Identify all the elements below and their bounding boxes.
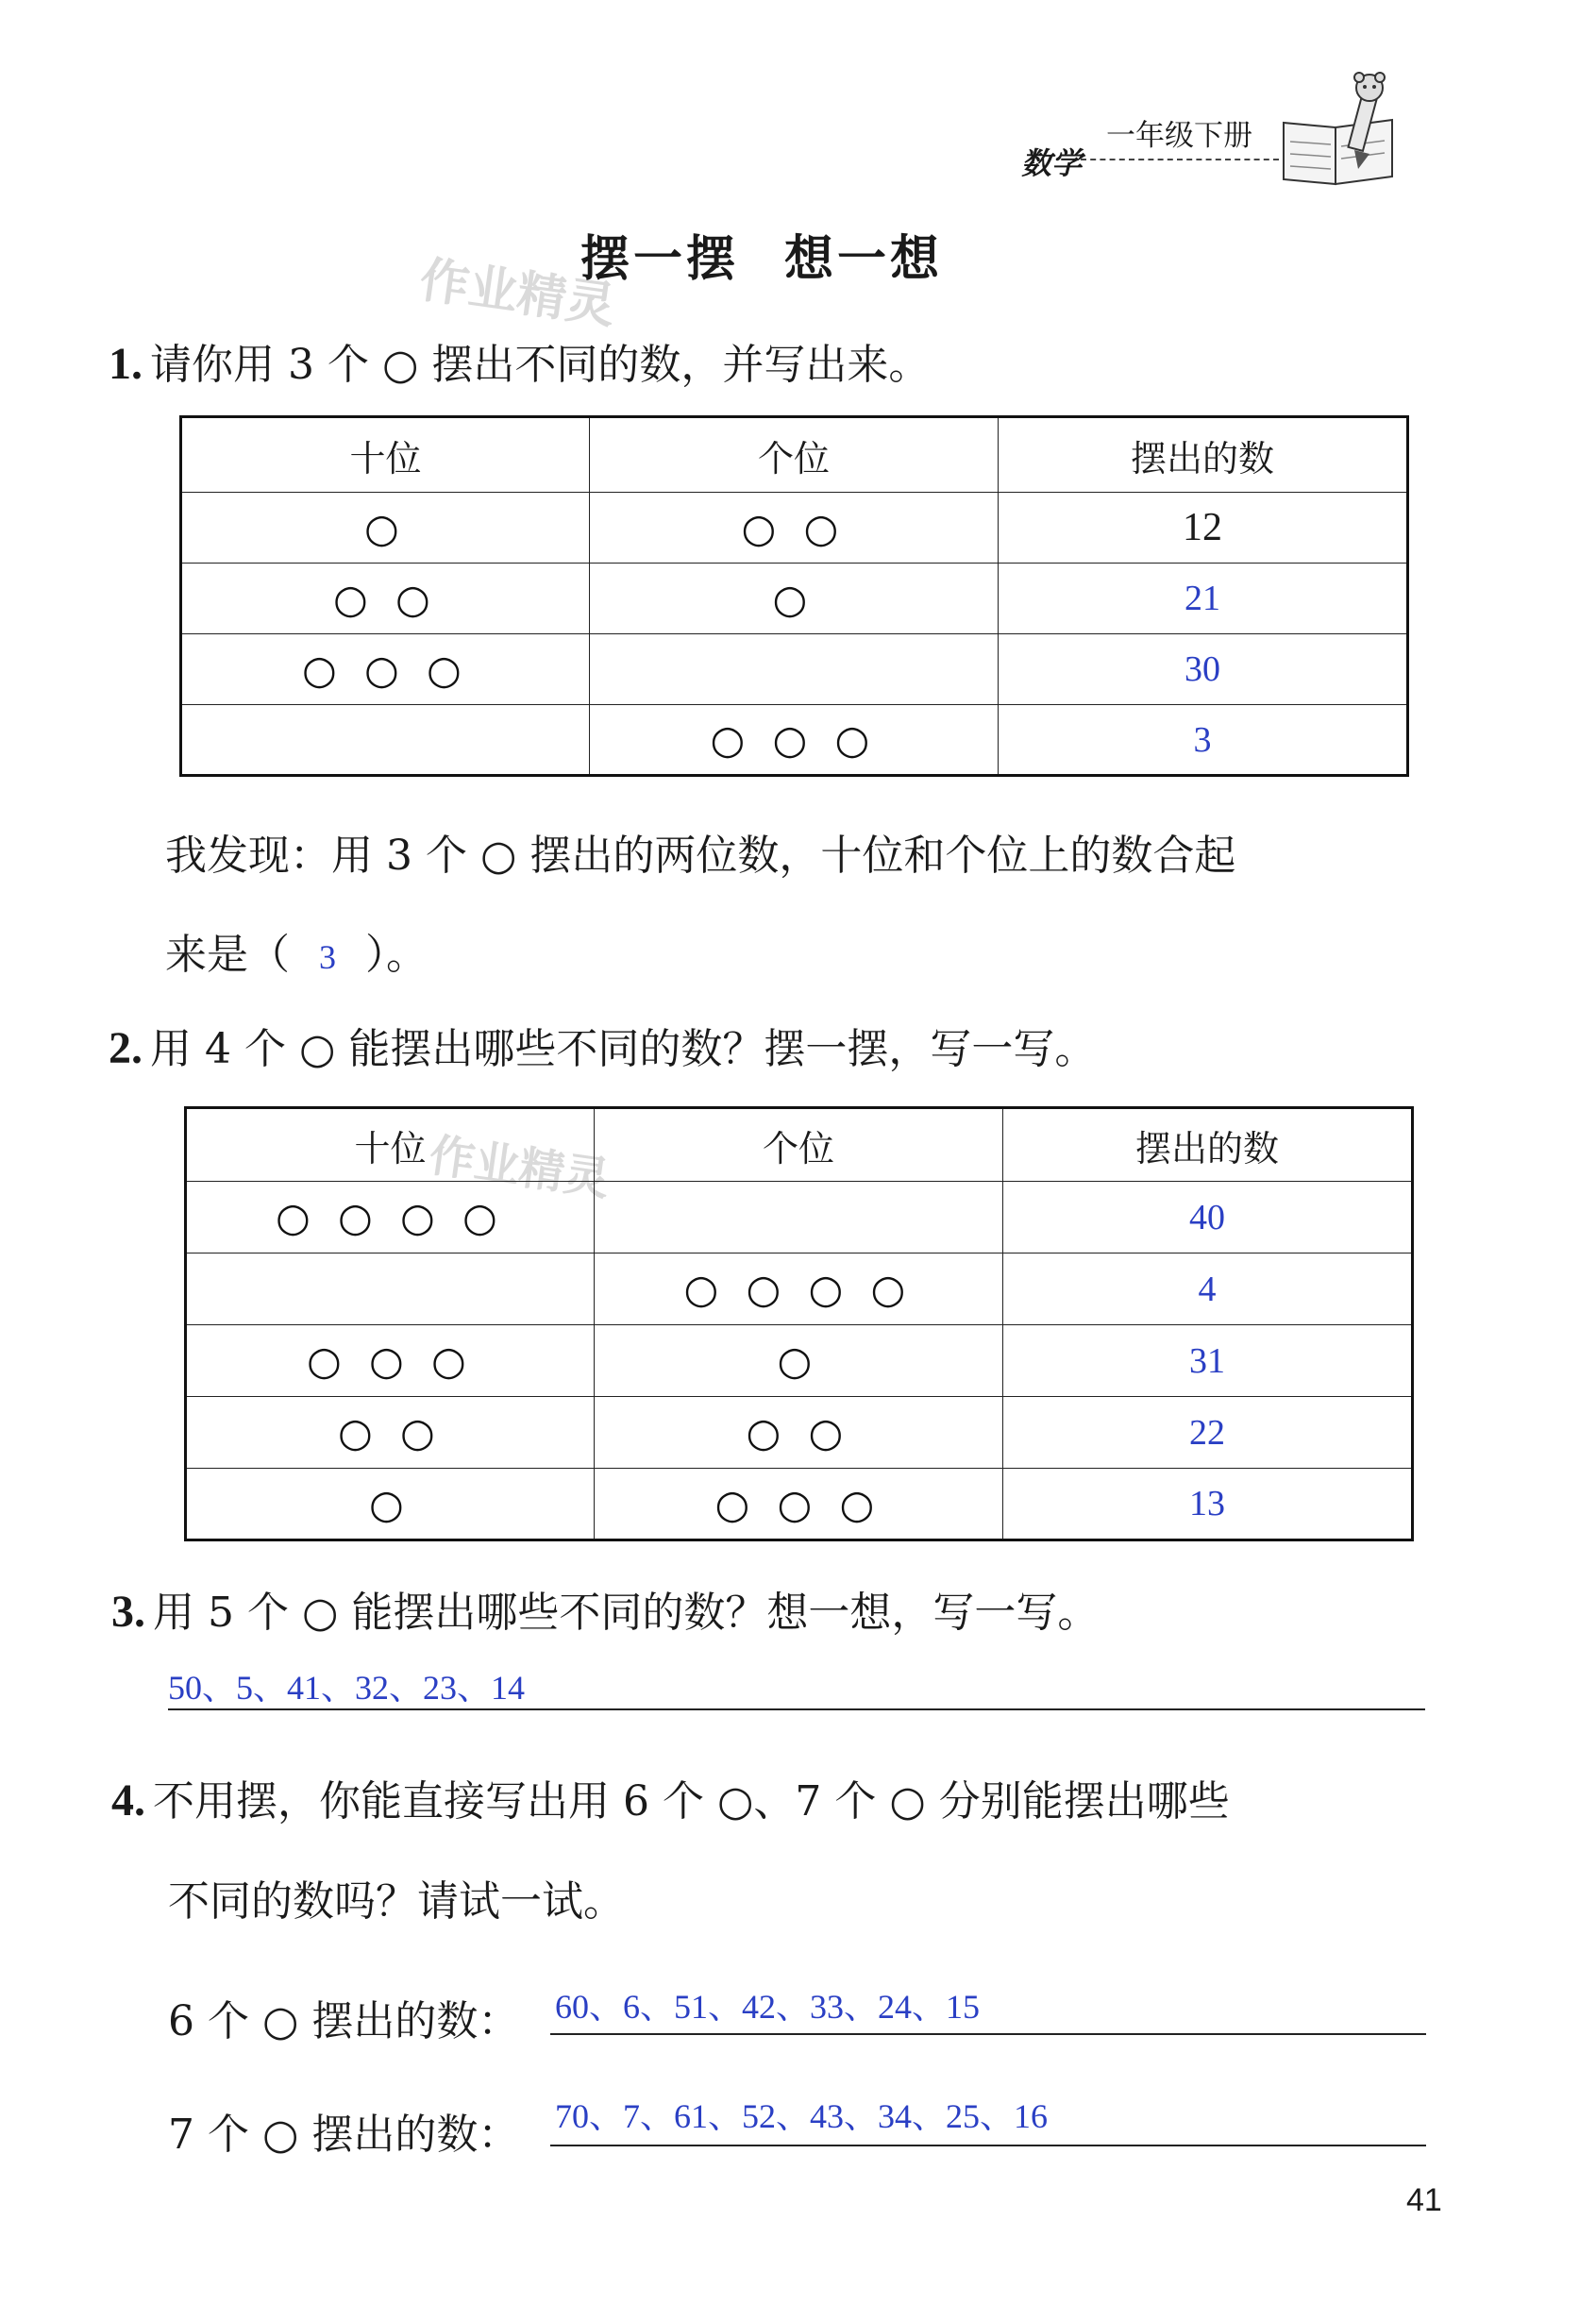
question-number: 2. xyxy=(109,1023,143,1073)
q4-six-answer-line xyxy=(550,1977,1426,2035)
header-tens: 十位 xyxy=(181,417,590,493)
title-part2: 想一想 xyxy=(784,230,944,288)
table-row: ○ ○ ○ 30 xyxy=(181,634,1408,705)
question-4-line1: 4. 不用摆，你能直接写出用 6 个 ○、7 个 ○ 分别能摆出哪些 xyxy=(111,1775,1230,1826)
table-row: ○ ○ ○ ○ 31 xyxy=(186,1325,1413,1397)
q1-finding-line1: 我发现：用 3 个 ○ 摆出的两位数，十位和个位上的数合起 xyxy=(165,832,1236,880)
question-number: 4. xyxy=(111,1775,145,1826)
header-number: 摆出的数 xyxy=(999,417,1408,493)
table-row: ○ ○ ○ ○ 4 xyxy=(186,1254,1413,1325)
circle-icon: ○ xyxy=(301,1589,339,1637)
title-part1: 摆一摆 xyxy=(580,230,739,288)
header-number: 摆出的数 xyxy=(1003,1108,1413,1182)
header-dashed-line xyxy=(1081,159,1279,160)
q4-six-label: 6 个 ○ 摆出的数： xyxy=(168,1997,520,2045)
watermark: 作业精灵 xyxy=(416,251,619,336)
question-number: 3. xyxy=(111,1587,145,1637)
circle-icon: ○ xyxy=(889,1777,926,1826)
circle-icon: ○ xyxy=(381,341,419,389)
question-number: 1. xyxy=(109,339,143,389)
table-row: ○ ○ ○ 12 xyxy=(181,493,1408,564)
table-row: ○ ○ ○ 3 xyxy=(181,705,1408,776)
q1-finding-line2: 来是（ 3 ）。 xyxy=(165,931,428,979)
q4-seven-answer-line xyxy=(550,2088,1426,2146)
header-tens: 十位 xyxy=(186,1108,595,1182)
q3-answer-line xyxy=(168,1650,1425,1710)
q4-seven-label: 7 个 ○ 摆出的数： xyxy=(168,2111,520,2159)
question-2: 2. 用 4 个 ○ 能摆出哪些不同的数？摆一摆，写一写。 xyxy=(109,1023,1097,1073)
q1-table xyxy=(179,415,1409,777)
header-ones: 个位 xyxy=(595,1108,1003,1182)
q2-table xyxy=(184,1106,1414,1541)
q4-six-answer: 60、6、51、42、33、24、15 xyxy=(555,1988,981,2026)
circle-icon: ○ xyxy=(298,1025,336,1073)
table-row: ○ ○ ○ ○ 22 xyxy=(186,1397,1413,1469)
header-ones: 个位 xyxy=(590,417,999,493)
page-title xyxy=(0,219,1523,290)
table-row: ○ ○ ○ 21 xyxy=(181,564,1408,634)
q3-answer: 50、5、41、32、23、14 xyxy=(168,1669,526,1707)
circle-icon: ○ xyxy=(261,1997,299,2045)
question-3: 3. 用 5 个 ○ 能摆出哪些不同的数？想一想，写一写。 xyxy=(111,1587,1100,1637)
watermark: 作业精灵 xyxy=(426,1128,613,1207)
circle-icon: ○ xyxy=(716,1777,754,1826)
header-subject: 数学 xyxy=(1021,145,1083,181)
page-number: 41 xyxy=(1406,2182,1442,2218)
question-4-line2: 不同的数吗？请试一试。 xyxy=(168,1877,625,1926)
table-row: ○ ○ ○ ○ 13 xyxy=(186,1469,1413,1540)
q4-seven-answer: 70、7、61、52、43、34、25、16 xyxy=(555,2097,1049,2135)
header-grade: 一年级下册 xyxy=(1106,119,1252,153)
book-pencil-icon xyxy=(1279,71,1402,194)
question-1: 1. 请你用 3 个 ○ 摆出不同的数，并写出来。 xyxy=(109,339,931,389)
circle-icon: ○ xyxy=(479,832,517,880)
answer-blank: 3 xyxy=(319,938,336,976)
circle-icon: ○ xyxy=(261,2111,299,2159)
table-row: ○ ○ ○ ○ 40 xyxy=(186,1182,1413,1254)
